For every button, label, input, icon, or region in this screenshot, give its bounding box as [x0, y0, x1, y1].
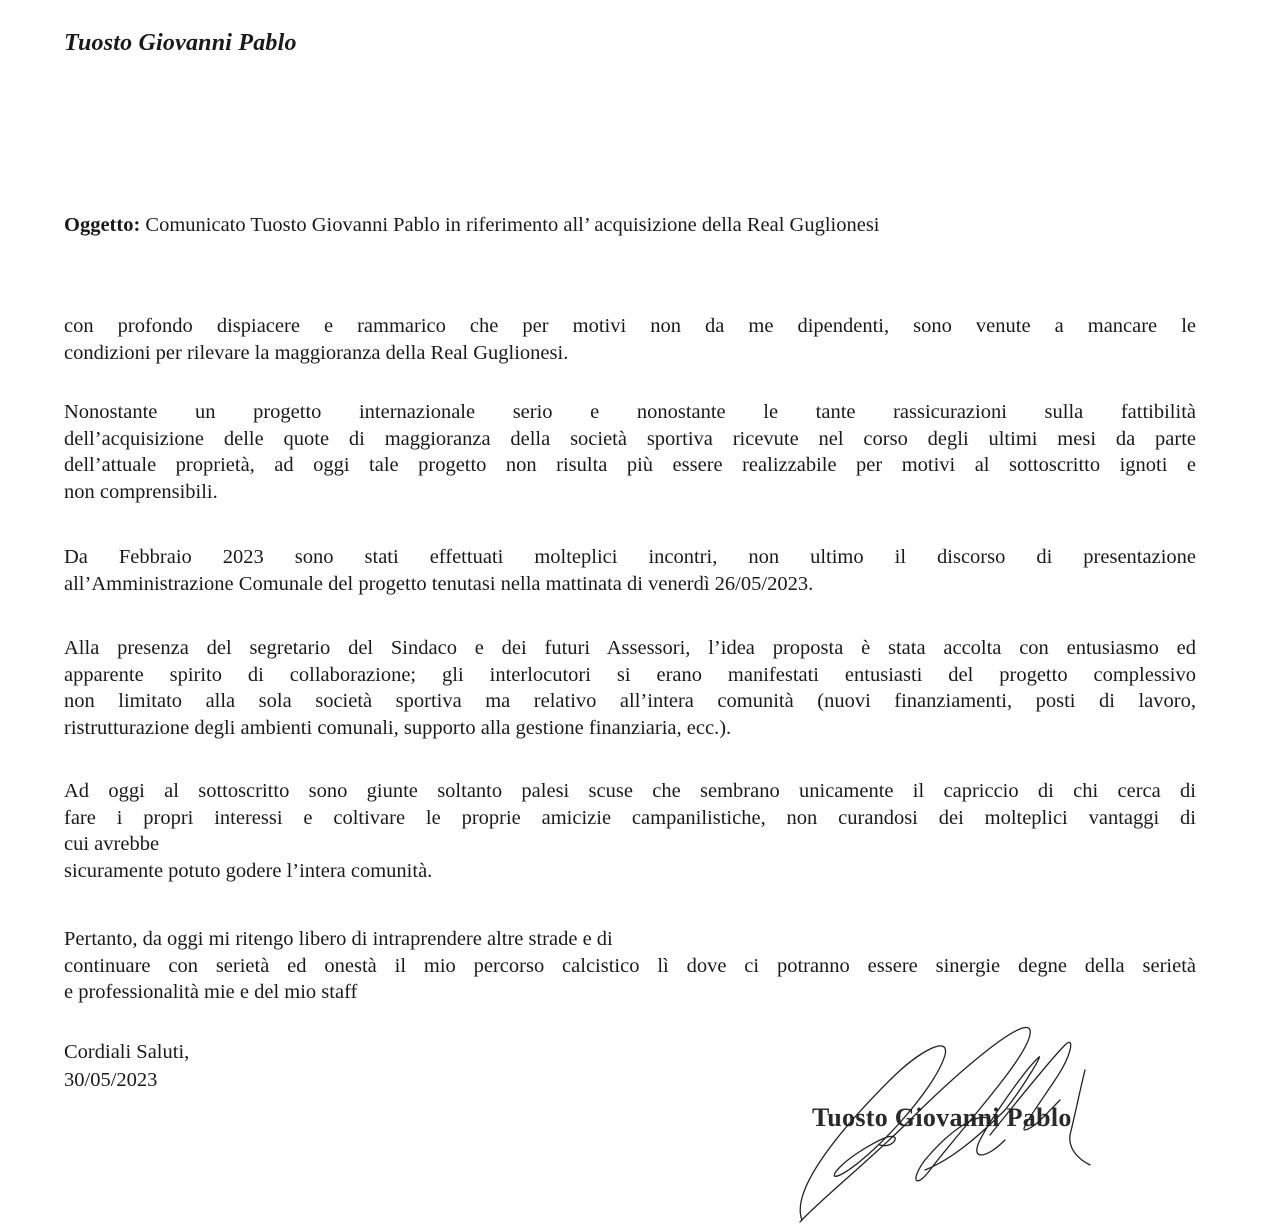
paragraph-line: con profondo dispiacere e rammarico che per motivi non da me dipendenti, sono venute a mancare le [64, 315, 1196, 337]
paragraph-line: Nonostante un progetto internazionale serio e nonostante le tante rassicurazioni sulla fattibilità [64, 401, 1196, 423]
closing-salutation: Cordiali Saluti, [64, 1041, 190, 1063]
paragraph-line: e professionalità mie e del mio staff [64, 981, 358, 1003]
paragraph-line: sicuramente potuto godere l’intera comunità. [64, 859, 433, 882]
paragraph-line: dell’acquisizione delle quote di maggioranza della società sportiva ricevute nel corso degli ultimi mesi da parte [64, 427, 1196, 450]
subject-label: Oggetto: [64, 214, 141, 236]
paragraph-line: Alla presenza del segretario del Sindaco e dei futuri Assessori, l’idea proposta è stata accolta con entusiasmo ed [64, 637, 1196, 659]
paragraph-line: non limitato alla sola società sportiva ma relativo all’intera comunità (nuovi finanziamenti, posti di lavoro, [64, 690, 1196, 712]
paragraph-line: dell’attuale proprietà, ad oggi tale progetto non risulta più essere realizzabile per motivi al sottoscritto ignoti e [64, 454, 1196, 476]
subject-text: Comunicato Tuosto Giovanni Pablo in riferimento all’ acquisizione della Real Guglionesi [140, 214, 880, 236]
closing-date: 30/05/2023 [64, 1069, 158, 1091]
paragraph-presentation [64, 635, 1196, 741]
paragraph-conclusion [64, 926, 1196, 1006]
paragraph-intro [64, 313, 1196, 366]
paragraph-line: Da Febbraio 2023 sono stati effettuati molteplici incontri, non ultimo il discorso di presentazione [64, 546, 1196, 568]
sender-name: Tuosto Giovanni Pablo [64, 30, 297, 56]
closing-block [64, 1038, 189, 1094]
paragraph-line: ristrutturazione degli ambienti comunali, supporto alla gestione finanziaria, ecc.). [64, 716, 732, 739]
paragraph-line: all’Amministrazione Comunale del progetto tenutasi nella mattinata di venerdì 26/05/2023. [64, 572, 814, 595]
paragraph-project [64, 399, 1196, 505]
paragraph-line: Ad oggi al sottoscritto sono giunte soltanto palesi scuse che sembrano unicamente il capriccio di chi cerca di [64, 780, 1196, 802]
paragraph-line: fare i propri interessi e coltivare le proprie amicizie campanilistiche, non curandosi dei molteplici vantaggi di [64, 806, 1196, 829]
signature-printed-name: Tuosto Giovanni Pablo [812, 1103, 1072, 1132]
paragraph-line: cui avrebbe [64, 833, 160, 855]
paragraph-line: continuare con serietà ed onestà il mio percorso calcistico lì dove ci potranno essere sinergie degne della serietà [64, 954, 1196, 977]
paragraph-line: Pertanto, da oggi mi ritengo libero di intraprendere altre strade e di [64, 928, 613, 950]
paragraph-line: condizioni per rilevare la maggioranza della Real Guglionesi. [64, 341, 569, 364]
paragraph-excuses [64, 778, 1196, 884]
paragraph-meetings [64, 544, 1196, 597]
subject-line [64, 212, 880, 238]
paragraph-line: non comprensibili. [64, 480, 218, 503]
paragraph-line: apparente spirito di collaborazione; gli interlocutori si erano manifestati entusiasti del progetto complessivo [64, 663, 1196, 686]
